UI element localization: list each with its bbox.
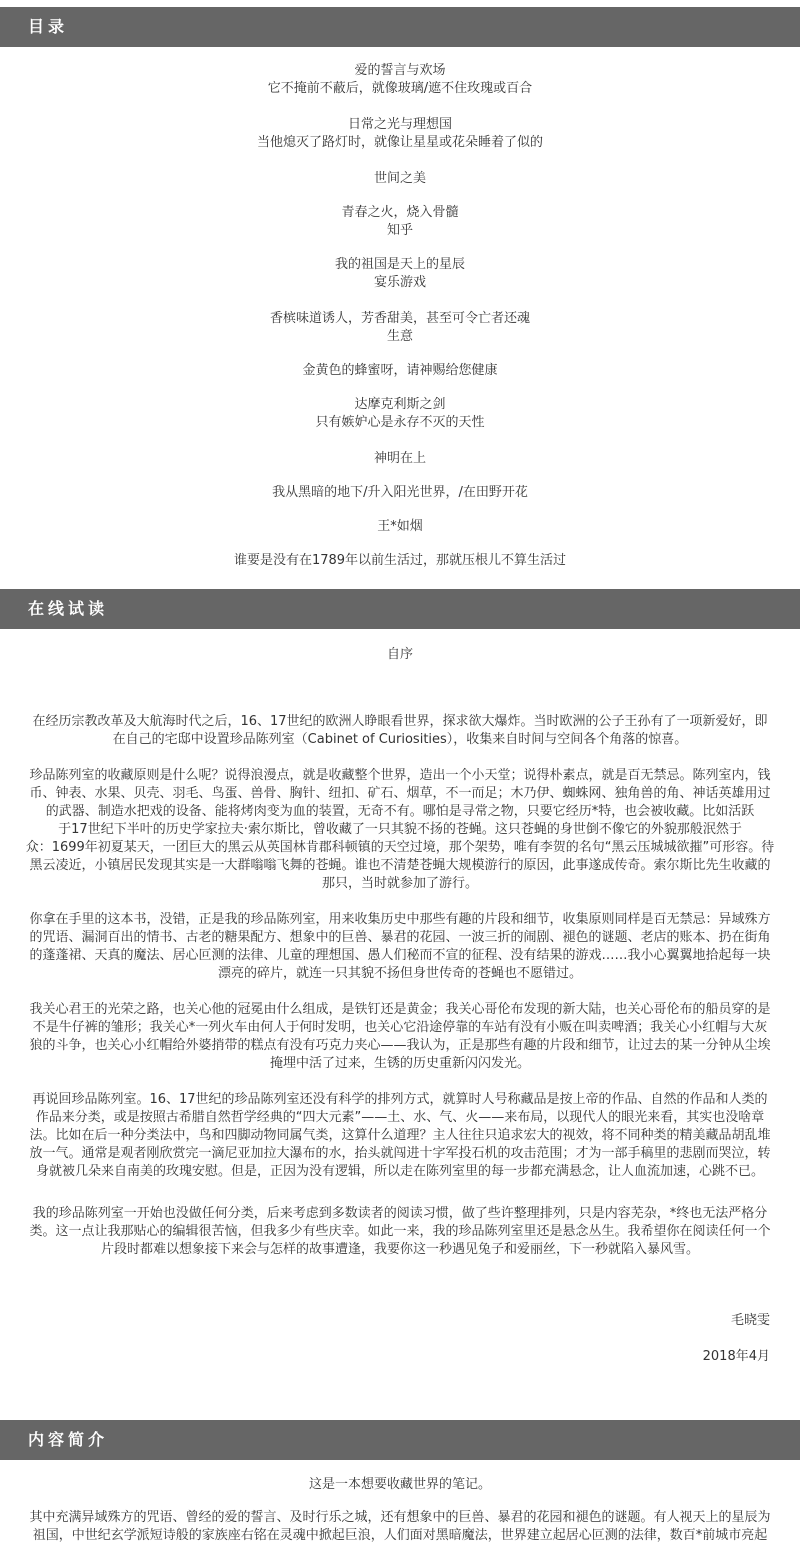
paragraph-line: 放一气。通常是观者刚欣赏完一滴尼亚加拉大瀑布的水，抬头就闯进十字军投石机的攻击范围；才为一部手稿里的悲剧而哭泣，转 <box>29 1146 771 1161</box>
preface-title: 自序 <box>386 647 413 662</box>
paragraph-line: 众：1699年初夏某天，一团巨大的黑云从英国林肯郡科顿镇的天空过境，那个架势，唯有李贺的名句“黑云压城城欲摧”可形容。待 <box>25 840 775 855</box>
toc-entry-title: 金黄色的蜂蜜呀，请神赐给您健康 <box>302 363 498 378</box>
paragraph-line: 再说回珍品陈列室。16、17世纪的珍品陈列室还没有科学的排列方式，就算时人号称藏品是按上帝的作品、自然的作品和人类的 <box>32 1092 768 1107</box>
toc-entry-subtitle: 当他熄灭了路灯时，就像让星星或花朵睡着了似的 <box>256 135 543 150</box>
toc-entry-title: 青春之火，烧入骨髓 <box>341 205 459 220</box>
paragraph-line: 法。比如在后一种分类法中，鸟和四脚动物同属气类，这算什么道理？主人往往只追求宏大的视效，将不同种类的精美藏品胡乱堆 <box>29 1128 771 1143</box>
preface-paragraph <box>0 767 800 893</box>
paragraph-line: 黑云凌近，小镇居民发现其实是一大群嗡嗡飞舞的苍蝇。谁也不清楚苍蝇大规模游行的原因，此事遂成传奇。索尔斯比先生收藏的 <box>29 858 771 873</box>
toc-entry-title: 谁要是没有在1789年以前生活过，那就压根儿不算生活过 <box>233 553 567 568</box>
toc-entry-title: 我从黑暗的地下/升入阳光世界，/在田野开花 <box>272 485 528 500</box>
toc-entry-title: 神明在上 <box>373 451 426 466</box>
toc-entry-subtitle: 它不掩前不蔽后，就像玻璃/遮不住玫瑰或百合 <box>267 81 533 96</box>
toc-header <box>0 7 800 47</box>
preface-paragraph <box>0 1091 800 1181</box>
paragraph-line: 的蓬蓬裙、天真的魔法、居心叵测的法律、儿童的理想国、愚人们秘而不宣的征程、没有结果的游戏……我小心翼翼地拾起每一块 <box>29 948 771 963</box>
toc-entry-title: 达摩克利斯之剑 <box>354 397 446 412</box>
toc-entry-title: 我的祖国是天上的星辰 <box>334 257 465 272</box>
toc-entry-title: 爱的誓言与欢场 <box>354 63 446 78</box>
author-signature: 毛晓雯 <box>730 1313 770 1328</box>
preface-paragraph <box>0 1001 800 1073</box>
paragraph-line: 身就被几朵来自南美的玫瑰安慰。但是，正因为没有逻辑，所以走在陈列室里的每一步都充满悬念，让人血流加速，心跳不已。 <box>35 1164 764 1179</box>
toc-entry-subtitle: 生意 <box>386 329 413 344</box>
paragraph-line: 的咒语、漏洞百出的情书、古老的糖果配方、想象中的巨兽、暴君的花园、一波三折的闹剧、褪色的谜题、老店的账本、扔在街角 <box>29 930 771 945</box>
preface-date: 2018年4月 <box>702 1349 770 1364</box>
reading-header <box>0 589 800 629</box>
paragraph-line: 珍品陈列室的收藏原则是什么呢？说得浪漫点，就是收藏整个世界，造出一个小天堂；说得朴素点，就是百无禁忌。陈列室内，钱 <box>29 768 771 783</box>
toc-entry-title: 香槟味道诱人，芳香甜美，甚至可令亡者还魂 <box>269 311 530 326</box>
toc-entry-subtitle: 知乎 <box>386 223 413 238</box>
intro-header <box>0 1420 800 1460</box>
preface-paragraph <box>0 911 800 983</box>
paragraph-line: 片段时都难以想象接下来会与怎样的故事遭逢，我要你这一秒遇见兔子和爱丽丝，下一秒就陷入暴风雪。 <box>100 1242 699 1257</box>
paragraph-line: 作品来分类，或是按照古希腊自然哲学经典的“四大元素”——土、水、气、火——来布局，以现代人的眼光来看，其实也没啥章 <box>35 1110 765 1125</box>
paragraph-line: 类。这一点让我那贴心的编辑很苦恼，但我多少有些庆幸。如此一来，我的珍品陈列室里还是悬念丛生。我希望你在阅读任何一个 <box>29 1224 771 1239</box>
intro-paragraph <box>0 1509 800 1545</box>
paragraph-line: 于17世纪下半叶的历史学家拉夫·索尔斯比，曾收藏了一只其貌不扬的苍蝇。这只苍蝇的身世倒不像它的外貌那般泯然于 <box>58 822 742 837</box>
toc-entry-subtitle: 宴乐游戏 <box>373 275 426 290</box>
intro-header-title: 内容简介 <box>28 1430 109 1449</box>
preface-paragraph <box>0 1205 800 1259</box>
paragraph-line: 我关心君王的光荣之路，也关心他的冠冕由什么组成，是铁钉还是黄金；我关心哥伦布发现的新大陆，也关心哥伦布的船员穿的是 <box>29 1002 771 1017</box>
paragraph-line: 祖国，中世纪玄学派短诗般的家族座右铭在灵魂中掀起巨浪，人们面对黑暗魔法，世界建立起居心叵测的法律，数百*前城市亮起 <box>32 1528 768 1543</box>
toc-entry-title: 日常之光与理想国 <box>347 117 452 132</box>
preface-paragraph <box>0 713 800 749</box>
paragraph-line: 狼的斗争，也关心小红帽给外婆捎带的糕点有没有巧克力夹心——我认为，正是那些有趣的片段和细节，让过去的某一分钟从尘埃 <box>29 1038 771 1053</box>
toc-entry-subtitle: 只有嫉妒心是永存不灭的天性 <box>315 415 485 430</box>
paragraph-line: 掩埋中活了过来，生锈的历史重新闪闪发光。 <box>269 1056 530 1071</box>
intro-lead: 这是一本想要收藏世界的笔记。 <box>308 1477 491 1492</box>
paragraph-line: 在经历宗教改革及大航海时代之后，16、17世纪的欧洲人睁眼看世界，探求欲大爆炸。当时欧洲的公子王孙有了一项新爱好，即 <box>32 714 768 729</box>
paragraph-line: 的武器、制造水把戏的设备、能将烤肉变为血的装置，无奇不有。哪怕是寻常之物，只要它经历*特，也会被收藏。比如活跃 <box>45 804 755 819</box>
paragraph-line: 我的珍品陈列室一开始也没做任何分类，后来考虑到多数读者的阅读习惯，做了些许整理排列，只是内容芜杂，*终也无法严格分 <box>32 1206 768 1221</box>
reading-header-title: 在线试读 <box>28 599 109 618</box>
paragraph-line: 那只，当时就参加了游行。 <box>321 876 478 891</box>
paragraph-line: 你拿在手里的这本书，没错，正是我的珍品陈列室，用来收集历史中那些有趣的片段和细节，收集原则同样是百无禁忌：异域殊方 <box>29 912 771 927</box>
paragraph-line: 漂亮的碎片，就连一只其貌不扬但身世传奇的苍蝇也不愿错过。 <box>217 966 582 981</box>
paragraph-line: 币、钟表、水果、贝壳、羽毛、鸟蛋、兽骨、胸针、纽扣、矿石、烟草，不一而足；木乃伊、蜘蛛网、独角兽的角、神话英雄用过 <box>29 786 771 801</box>
paragraph-line: 不是牛仔裤的雏形；我关心*一列火车由何人于何时发明，也关心它沿途停靠的车站有没有小贩在叫卖啤酒；我关心小红帽与大灰 <box>32 1020 768 1035</box>
toc-header-title: 目录 <box>28 17 69 36</box>
toc-entry-title: 王*如烟 <box>377 519 423 534</box>
paragraph-line: 其中充满异域殊方的咒语、曾经的爱的誓言、及时行乐之城，还有想象中的巨兽、暴君的花园和褪色的谜题。有人视天上的星辰为 <box>29 1510 771 1525</box>
paragraph-line: 在自己的宅邸中设置珍品陈列室（Cabinet of Curiosities），收集来自时间与空间各个角落的惊喜。 <box>112 732 688 747</box>
toc-entry-title: 世间之美 <box>373 171 426 186</box>
